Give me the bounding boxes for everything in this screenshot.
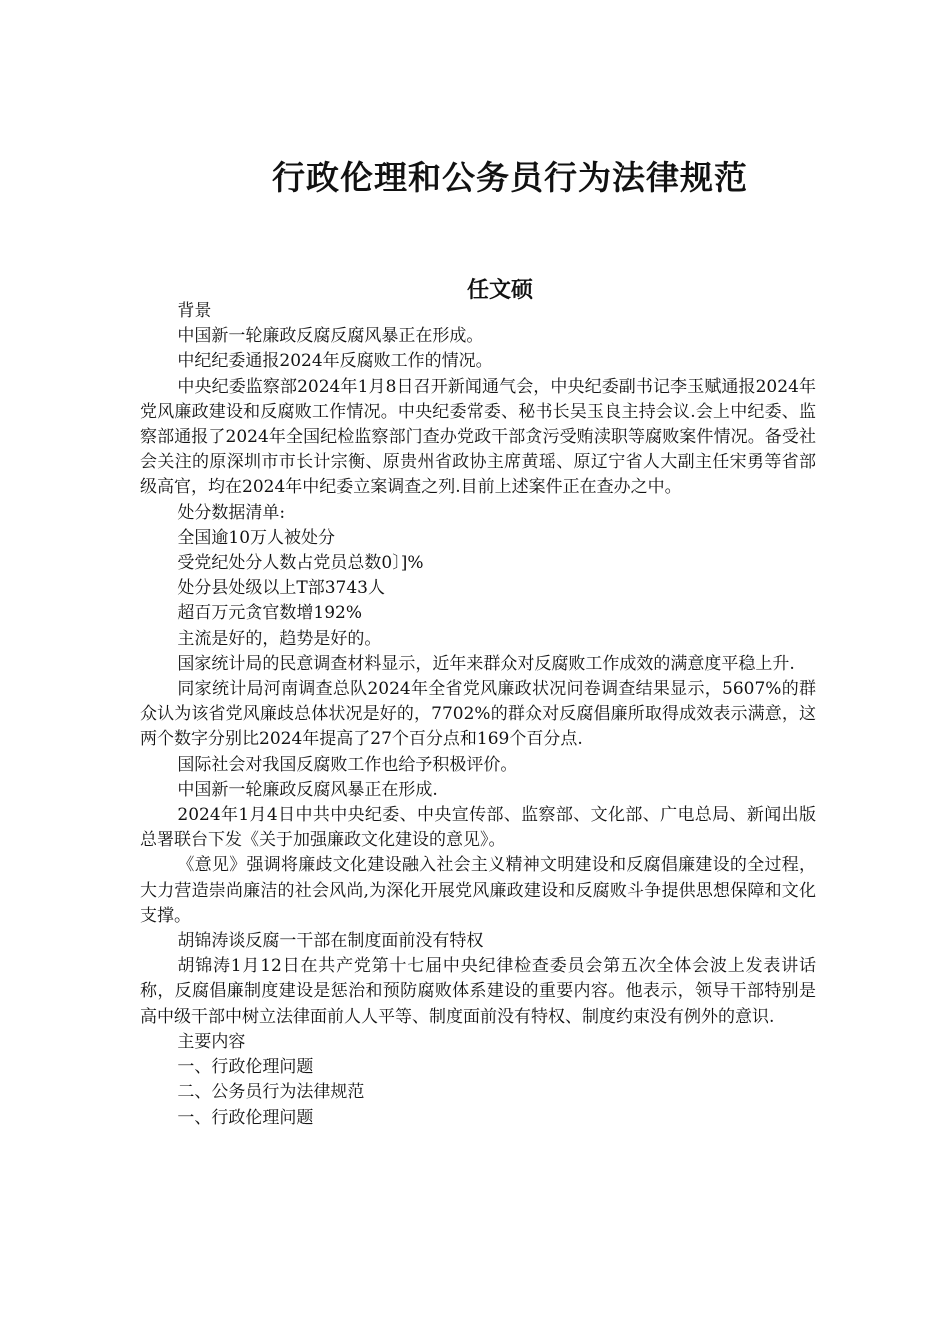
section-heading: 一、行政伦理问题 — [177, 1107, 314, 1128]
outline-item: 一、行政伦理问题 — [177, 1057, 314, 1078]
document-body — [140, 299, 816, 1131]
paragraph: 同家统计局河南调查总队2024年全省党风廉政状况问卷调查结果显示，5607%的群众认为该省党风廉歧总体状况是好的，7702%的群众对反腐倡廉所取得成效表示满意，这两个数字分别比2024年提高了27个百分点和169个百分点. — [140, 679, 816, 750]
paragraph: 《意见》强调将廉歧文化建设融入社会主义精神文明建设和反腐倡廉建设的全过程，大力营造崇尚廉洁的社会风尚,为深化开展党风廉政建设和反腐败斗争提供思想保障和文化支撑。 — [140, 855, 816, 926]
document-author: 任文硕 — [466, 277, 533, 303]
paragraph: 2024年1月4日中共中央纪委、中央宣传部、监察部、文化部、广电总局、新闻出版总署联台下发《关于加强廉政文化建设的意见》。 — [140, 805, 816, 851]
paragraph: 主流是好的，趋势是好的。 — [177, 628, 382, 649]
paragraph: 中国新一轮廉政反腐反腐风暴正在形成。 — [177, 326, 484, 347]
paragraph-main-content-heading: 主要内容 — [177, 1031, 246, 1052]
paragraph: 胡锦涛1月12日在共产党第十七届中央纪律检查委员会第五次全体会波上发表讲话称，反腐倡廉制度建设是惩治和预防腐败体系建设的重要内容。他表示，领导干部特别是高中级干部中树立法律面前人人平等、制度面前没有特权、制度约束没有例外的意识. — [140, 956, 816, 1027]
paragraph: 国际社会对我国反腐败工作也给予积极评价。 — [177, 754, 518, 775]
outline-item: 二、公务员行为法律规范 — [177, 1082, 365, 1103]
paragraph: 胡锦涛谈反腐一干部在制度面前没有特权 — [177, 931, 484, 952]
paragraph: 受党纪处分人数占党员总数0〕]% — [177, 553, 424, 574]
paragraph: 中纪纪委通报2024年反腐败工作的情况。 — [177, 351, 493, 372]
document-title: 行政伦理和公务员行为法律规范 — [272, 158, 748, 197]
paragraph: 超百万元贪官数增192% — [177, 603, 362, 624]
paragraph-background-heading: 背景 — [177, 301, 212, 321]
paragraph: 中国新一轮廉政反腐风暴正在形成. — [177, 779, 438, 800]
paragraph: 中央纪委监察部2024年1月8日召开新闻通气会，中央纪委副书记李玉赋通报2024年党风廉政建设和反腐败工作情况。中央纪委常委、秘书长吴玉良主持会议.会上中纪委、监察部通报了2024年全国纪检监察部门查办党政干部贪污受贿渎职等腐败案件情况。备受社会关注的原深圳市市长计宗衡、原贵州省政协主席黄瑶、原辽宁省人大副主任宋勇等省部级高官，均在2024年中纪委立案调查之列.目前上述案件正在查办之中。 — [140, 376, 816, 498]
paragraph: 国家统计局的民意调查材料显示，近年来群众对反腐败工作成效的满意度平稳上升. — [177, 653, 795, 674]
paragraph: 处分数据清单: — [177, 502, 286, 523]
paragraph: 全国逾10万人被处分 — [177, 527, 336, 548]
paragraph: 处分县处级以上T部3743人 — [177, 578, 385, 599]
